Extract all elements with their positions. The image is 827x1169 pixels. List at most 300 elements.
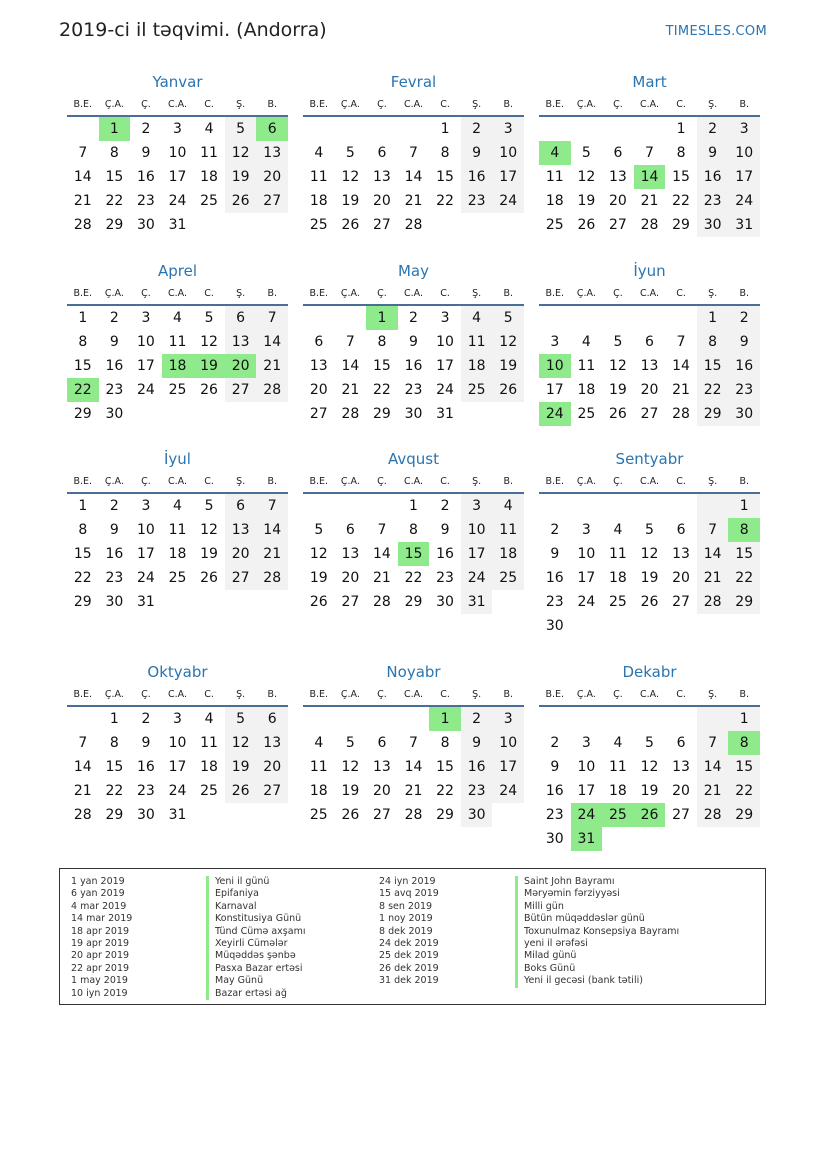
day-cell: 21 [404, 193, 423, 209]
day-cell: 12 [492, 330, 524, 354]
day-cell: 11 [609, 759, 627, 775]
empty-cell [67, 117, 99, 141]
day-cell: 7 [676, 334, 686, 350]
weekday-header [303, 470, 524, 494]
day-cell: 4 [173, 498, 182, 514]
day-cell: 19 [640, 783, 659, 799]
day-cell: 23 [105, 382, 124, 398]
brand-link[interactable]: TIMESLES.COM [665, 24, 767, 39]
day-cell: 7 [256, 494, 288, 518]
empty-cell [634, 306, 666, 330]
day-cell: 3 [492, 707, 524, 731]
day-cell: 7 [697, 731, 729, 755]
month-name: İyun [633, 262, 666, 280]
holiday-name: Saint John Bayramı [515, 876, 679, 888]
weekday-header [539, 683, 760, 707]
day-cell: 11 [168, 334, 187, 350]
day-cell: 1 [409, 498, 418, 514]
empty-cell [492, 213, 524, 237]
holiday-name: Bütün müqəddəslər günü [515, 913, 679, 925]
empty-cell [492, 402, 524, 426]
holiday-day-cell: 1 [366, 306, 398, 330]
weekday-label: Ç. [141, 287, 151, 299]
weekday-label: Ç. [377, 475, 387, 487]
day-cell: 23 [105, 570, 124, 586]
weekday-label: Ş. [708, 475, 718, 487]
day-cell: 20 [256, 165, 288, 189]
day-cell: 12 [200, 334, 218, 350]
weekday-label: C. [204, 475, 214, 487]
weekday-header [303, 282, 524, 306]
day-cell: 4 [613, 735, 623, 751]
month-name: May [397, 262, 429, 280]
day-cell: 22 [73, 570, 92, 586]
day-cell: 28 [256, 566, 288, 590]
day-cell: 24 [137, 382, 155, 398]
empty-cell [665, 614, 697, 638]
day-cell: 21 [697, 566, 729, 590]
weekday-label: Ç. [613, 98, 623, 110]
weekday-header [539, 470, 760, 494]
holiday-name: Xeyirli Cümələr [206, 938, 305, 950]
day-cell: 12 [309, 546, 328, 562]
weekday-label: C.A. [168, 287, 188, 299]
day-grid [539, 117, 760, 237]
day-cell: 11 [461, 330, 493, 354]
day-cell: 21 [373, 570, 391, 586]
day-cell: 21 [672, 382, 690, 398]
day-cell: 12 [200, 522, 218, 538]
day-grid [67, 306, 288, 426]
empty-cell [335, 117, 367, 141]
day-cell: 16 [728, 354, 760, 378]
day-cell: 22 [436, 193, 454, 209]
day-cell: 9 [440, 522, 450, 538]
holiday-date: 18 apr 2019 [71, 925, 130, 937]
holiday-date: 6 yan 2019 [71, 888, 125, 900]
month-noyabr [303, 661, 524, 827]
day-cell: 5 [345, 145, 355, 161]
day-cell: 23 [461, 779, 493, 803]
day-cell: 18 [200, 759, 218, 775]
day-cell: 10 [492, 731, 524, 755]
day-cell: 18 [309, 193, 328, 209]
day-cell: 12 [577, 169, 596, 185]
day-cell: 15 [436, 759, 454, 775]
day-cell: 29 [436, 807, 454, 823]
day-cell: 13 [341, 546, 360, 562]
day-cell: 13 [225, 330, 257, 354]
day-cell: 7 [256, 306, 288, 330]
empty-cell [602, 494, 634, 518]
day-cell: 25 [492, 566, 524, 590]
day-cell: 2 [550, 522, 560, 538]
day-cell: 31 [461, 590, 493, 614]
day-cell: 11 [577, 358, 596, 374]
weekday-label: Ş. [236, 287, 246, 299]
weekday-label: C. [440, 688, 450, 700]
day-cell: 2 [461, 707, 493, 731]
day-cell: 14 [404, 169, 423, 185]
day-cell: 23 [137, 193, 155, 209]
empty-cell [162, 402, 194, 426]
day-cell: 8 [697, 330, 729, 354]
empty-cell [634, 494, 666, 518]
day-cell: 6 [377, 145, 387, 161]
holiday-name: Milli gün [515, 901, 679, 913]
holiday-day-cell: 20 [225, 354, 257, 378]
holiday-name: Pasxa Bazar ertəsi [206, 963, 305, 975]
day-cell: 26 [492, 378, 524, 402]
day-cell: 5 [492, 306, 524, 330]
day-cell: 16 [461, 165, 493, 189]
weekday-label: C.A. [404, 475, 424, 487]
day-cell: 8 [78, 522, 88, 538]
empty-cell [193, 213, 225, 237]
day-cell: 9 [141, 735, 151, 751]
empty-cell [665, 827, 697, 851]
day-cell: 28 [373, 594, 391, 610]
day-cell: 7 [645, 145, 654, 161]
day-cell: 14 [73, 759, 92, 775]
empty-cell [225, 213, 257, 237]
day-cell: 10 [461, 518, 493, 542]
month-name: Dekabr [622, 663, 677, 681]
holiday-name: Tünd Cümə axşamı [206, 926, 305, 938]
empty-cell [256, 402, 288, 426]
day-cell: 25 [309, 217, 328, 233]
day-cell: 27 [609, 217, 627, 233]
day-cell: 26 [341, 807, 360, 823]
day-cell: 9 [409, 334, 418, 350]
day-grid [303, 494, 524, 614]
month-name: İyul [164, 450, 191, 468]
day-cell: 30 [461, 803, 493, 827]
day-cell: 31 [137, 594, 155, 610]
empty-cell [492, 803, 524, 827]
empty-cell [429, 213, 461, 237]
day-cell: 5 [345, 735, 355, 751]
empty-cell [602, 306, 634, 330]
day-cell: 22 [728, 566, 760, 590]
weekday-label: B. [739, 98, 750, 110]
day-cell: 6 [314, 334, 324, 350]
weekday-label: B.E. [309, 688, 329, 700]
day-cell: 2 [409, 310, 418, 326]
day-grid [539, 707, 760, 851]
holiday-day-cell: 24 [539, 402, 571, 426]
weekday-label: Ç. [377, 98, 387, 110]
month-avqust [303, 448, 524, 614]
holiday-day-cell: 18 [162, 354, 194, 378]
holiday-date: 25 dek 2019 [379, 950, 439, 962]
day-cell: 27 [373, 807, 391, 823]
holiday-name: Müqəddəs şənbə [206, 950, 305, 962]
weekday-label: C.A. [640, 475, 660, 487]
empty-cell [335, 707, 367, 731]
weekday-label: C. [440, 98, 450, 110]
weekday-label: C.A. [168, 98, 188, 110]
day-cell: 21 [341, 382, 360, 398]
empty-cell [398, 117, 430, 141]
day-cell: 14 [697, 755, 729, 779]
day-cell: 18 [309, 783, 328, 799]
day-cell: 9 [109, 334, 119, 350]
day-cell: 21 [256, 542, 288, 566]
day-cell: 15 [105, 169, 124, 185]
day-cell: 27 [309, 406, 328, 422]
day-cell: 5 [645, 522, 654, 538]
day-cell: 16 [461, 755, 493, 779]
weekday-header [303, 93, 524, 117]
day-cell: 19 [640, 570, 659, 586]
empty-cell [398, 707, 430, 731]
weekday-label: Ş. [708, 287, 718, 299]
day-cell: 20 [373, 783, 391, 799]
holiday-list [59, 868, 766, 1005]
day-cell: 1 [440, 121, 450, 137]
month-name: Sentyabr [615, 450, 684, 468]
day-cell: 29 [105, 217, 124, 233]
day-cell: 15 [728, 755, 760, 779]
day-cell: 19 [577, 193, 596, 209]
day-cell: 25 [609, 594, 627, 610]
weekday-label: Ç. [141, 98, 151, 110]
day-cell: 5 [613, 334, 623, 350]
weekday-label: B. [739, 287, 750, 299]
weekday-label: Ç.A. [340, 98, 360, 110]
day-cell: 27 [256, 779, 288, 803]
holiday-date: 31 dek 2019 [379, 975, 439, 987]
day-cell: 28 [341, 406, 360, 422]
day-cell: 13 [256, 731, 288, 755]
day-cell: 6 [225, 494, 257, 518]
weekday-label: C.A. [640, 287, 660, 299]
day-cell: 5 [204, 498, 214, 514]
day-cell: 3 [550, 334, 560, 350]
day-cell: 3 [141, 310, 151, 326]
day-cell: 26 [225, 189, 257, 213]
day-cell: 12 [640, 759, 659, 775]
day-cell: 26 [577, 217, 596, 233]
empty-cell [225, 402, 257, 426]
holiday-name: Toxunulmaz Konsepsiya Bayramı [515, 926, 679, 938]
weekday-label: Ç. [141, 688, 151, 700]
page-title: 2019-ci il təqvimi. (Andorra) [59, 19, 327, 41]
holiday-names-column-1 [206, 876, 305, 1000]
day-cell: 16 [404, 358, 423, 374]
day-cell: 1 [676, 121, 686, 137]
day-cell: 22 [672, 193, 690, 209]
day-cell: 11 [309, 759, 328, 775]
holiday-day-cell: 1 [99, 117, 131, 141]
day-cell: 7 [377, 522, 387, 538]
weekday-header [539, 93, 760, 117]
day-cell: 6 [645, 334, 654, 350]
holiday-name: Milad günü [515, 950, 679, 962]
empty-cell [539, 494, 571, 518]
weekday-label: Ç. [613, 475, 623, 487]
day-cell: 31 [168, 217, 187, 233]
day-cell: 8 [109, 145, 119, 161]
day-cell: 18 [168, 546, 187, 562]
weekday-label: Ş. [236, 688, 246, 700]
empty-cell [571, 707, 603, 731]
weekday-label: B. [503, 475, 514, 487]
day-cell: 16 [137, 169, 155, 185]
holiday-date: 14 mar 2019 [71, 913, 133, 925]
day-cell: 16 [436, 546, 454, 562]
day-cell: 3 [440, 310, 450, 326]
weekday-label: Ç.A. [104, 98, 124, 110]
day-cell: 12 [640, 546, 659, 562]
holiday-date: 10 iyn 2019 [71, 987, 128, 999]
day-cell: 23 [436, 570, 454, 586]
day-cell: 6 [377, 735, 387, 751]
day-cell: 11 [200, 145, 218, 161]
day-cell: 8 [78, 334, 88, 350]
empty-cell [728, 827, 760, 851]
holiday-dates-column-1 [71, 876, 132, 1000]
day-cell: 17 [492, 165, 524, 189]
day-cell: 17 [436, 358, 454, 374]
empty-cell [665, 494, 697, 518]
day-cell: 18 [200, 169, 218, 185]
weekday-label: C. [676, 287, 686, 299]
empty-cell [634, 614, 666, 638]
day-cell: 26 [225, 779, 257, 803]
day-cell: 30 [137, 217, 155, 233]
holiday-name: Epifaniya [206, 888, 305, 900]
day-cell: 20 [640, 382, 659, 398]
empty-cell [602, 117, 634, 141]
weekday-label: Ş. [472, 475, 482, 487]
day-cell: 15 [436, 169, 454, 185]
weekday-label: B. [267, 287, 278, 299]
day-cell: 18 [609, 570, 627, 586]
empty-cell [366, 494, 398, 518]
day-cell: 4 [204, 711, 214, 727]
day-cell: 22 [404, 570, 423, 586]
holiday-date: 1 yan 2019 [71, 876, 125, 887]
day-cell: 28 [672, 406, 690, 422]
day-cell: 13 [373, 169, 391, 185]
holiday-date: 24 dek 2019 [379, 938, 439, 950]
day-cell: 26 [609, 406, 627, 422]
day-cell: 14 [373, 546, 391, 562]
holiday-name: Konstitusiya Günü [206, 913, 305, 925]
day-cell: 11 [200, 735, 218, 751]
day-cell: 11 [168, 522, 187, 538]
holiday-day-cell: 26 [634, 803, 666, 827]
day-cell: 7 [78, 735, 88, 751]
holiday-day-cell: 31 [571, 827, 603, 851]
day-cell: 27 [373, 217, 391, 233]
empty-cell [602, 707, 634, 731]
day-cell: 20 [672, 570, 690, 586]
day-cell: 31 [728, 213, 760, 237]
day-cell: 17 [577, 570, 596, 586]
holiday-date: 1 noy 2019 [379, 913, 433, 925]
day-cell: 28 [697, 590, 729, 614]
day-cell: 13 [373, 759, 391, 775]
day-grid [67, 494, 288, 614]
day-cell: 21 [73, 193, 92, 209]
day-cell: 3 [581, 522, 591, 538]
day-cell: 22 [105, 783, 124, 799]
day-cell: 23 [137, 783, 155, 799]
day-cell: 25 [200, 783, 218, 799]
month-name: Yanvar [152, 73, 203, 91]
day-cell: 24 [728, 189, 760, 213]
day-cell: 4 [314, 735, 324, 751]
day-cell: 9 [697, 141, 729, 165]
day-cell: 28 [256, 378, 288, 402]
day-cell: 19 [341, 783, 360, 799]
empty-cell [539, 306, 571, 330]
day-cell: 3 [461, 494, 493, 518]
day-cell: 14 [73, 169, 92, 185]
weekday-label: C.A. [168, 688, 188, 700]
day-cell: 24 [168, 193, 187, 209]
day-cell: 27 [225, 378, 257, 402]
day-cell: 13 [672, 546, 690, 562]
day-cell: 29 [697, 402, 729, 426]
day-cell: 25 [577, 406, 596, 422]
day-cell: 2 [697, 117, 729, 141]
weekday-label: Ç.A. [104, 287, 124, 299]
day-cell: 15 [73, 358, 92, 374]
day-cell: 22 [105, 193, 124, 209]
day-cell: 24 [137, 570, 155, 586]
day-cell: 4 [492, 494, 524, 518]
day-cell: 13 [640, 358, 659, 374]
weekday-label: C. [204, 98, 214, 110]
weekday-label: Ç. [377, 287, 387, 299]
weekday-label: B.E. [309, 475, 329, 487]
day-cell: 20 [373, 193, 391, 209]
weekday-label: Ç.A. [104, 688, 124, 700]
day-cell: 5 [314, 522, 324, 538]
day-cell: 27 [640, 406, 659, 422]
day-cell: 19 [341, 193, 360, 209]
day-cell: 30 [105, 406, 124, 422]
holiday-day-cell: 15 [398, 542, 430, 566]
day-cell: 14 [697, 542, 729, 566]
day-cell: 12 [609, 358, 627, 374]
day-cell: 23 [545, 594, 564, 610]
weekday-header [67, 93, 288, 117]
weekday-label: Ç. [377, 688, 387, 700]
day-cell: 20 [672, 783, 690, 799]
holiday-day-cell: 25 [602, 803, 634, 827]
weekday-label: C. [440, 287, 450, 299]
day-cell: 11 [309, 169, 328, 185]
day-cell: 17 [137, 358, 155, 374]
day-cell: 29 [404, 594, 423, 610]
empty-cell [697, 827, 729, 851]
day-cell: 13 [256, 141, 288, 165]
day-cell: 29 [73, 594, 92, 610]
weekday-label: Ç.A. [340, 688, 360, 700]
day-cell: 1 [728, 707, 760, 731]
day-cell: 16 [137, 759, 155, 775]
day-cell: 6 [676, 735, 686, 751]
day-cell: 12 [225, 731, 257, 755]
day-cell: 12 [341, 759, 360, 775]
empty-cell [193, 402, 225, 426]
empty-cell [193, 590, 225, 614]
